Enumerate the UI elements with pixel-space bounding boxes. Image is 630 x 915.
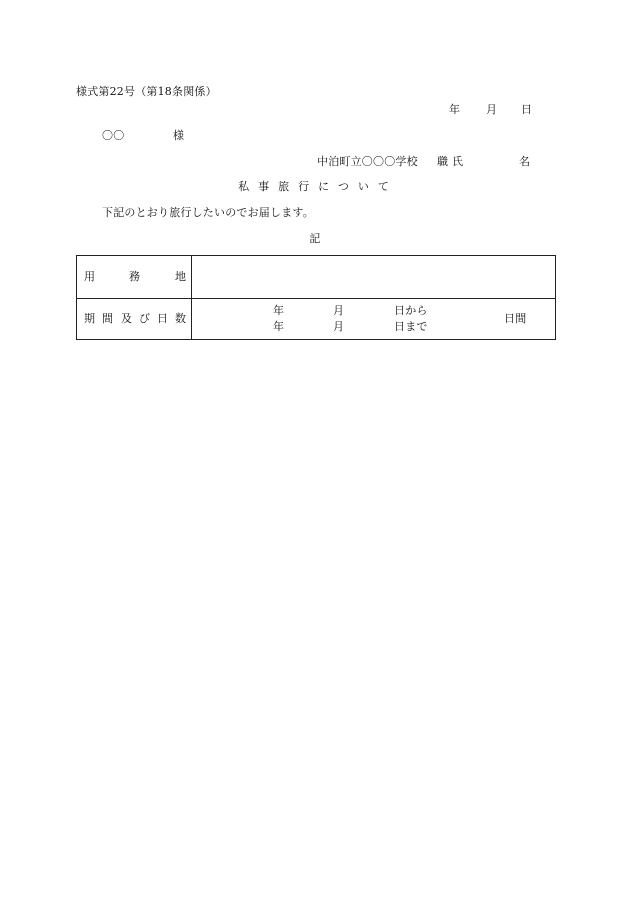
date-day-label: 日 (521, 103, 533, 116)
destination-header-char: 用 (84, 270, 96, 283)
destination-header (77, 256, 192, 298)
period-header-char: び (139, 312, 151, 325)
sender-post: 職氏 (437, 155, 467, 168)
period-from-year: 年 (273, 304, 285, 317)
period-to-month: 月 (333, 320, 345, 333)
date-year-label: 年 (449, 103, 461, 116)
period-row (77, 298, 555, 340)
period-header (77, 298, 192, 340)
destination-header-char: 地 (175, 270, 187, 283)
addressee-honorific: 様 (173, 129, 185, 142)
period-header-char: 期 (84, 312, 96, 325)
period-header-char: 及 (121, 312, 133, 325)
destination-header-char: 務 (129, 270, 141, 283)
addressee-name: 〇〇 (102, 129, 125, 142)
period-header-char: 間 (102, 312, 114, 325)
period-to-year: 年 (273, 320, 285, 333)
sender-name-suffix: 名 (519, 155, 531, 168)
period-from-month: 月 (333, 304, 345, 317)
period-to-day: 日まで (394, 320, 428, 333)
date-month-label: 月 (486, 103, 498, 116)
period-header-char: 日 (157, 312, 169, 325)
period-header-char: 数 (175, 312, 187, 325)
destination-row (77, 256, 555, 299)
period-from-day: 日から (394, 304, 428, 317)
form-number: 様式第22号（第18条関係） (76, 85, 217, 98)
document-title: 私事旅行について (238, 180, 398, 193)
ki-label: 記 (309, 232, 321, 245)
intro-text: 下記のとおり旅行したいのでお届します。 (102, 206, 314, 219)
sender-school: 中泊町立〇〇〇学校 (317, 155, 418, 168)
form-table (76, 255, 556, 340)
period-days-label: 日間 (504, 312, 527, 325)
